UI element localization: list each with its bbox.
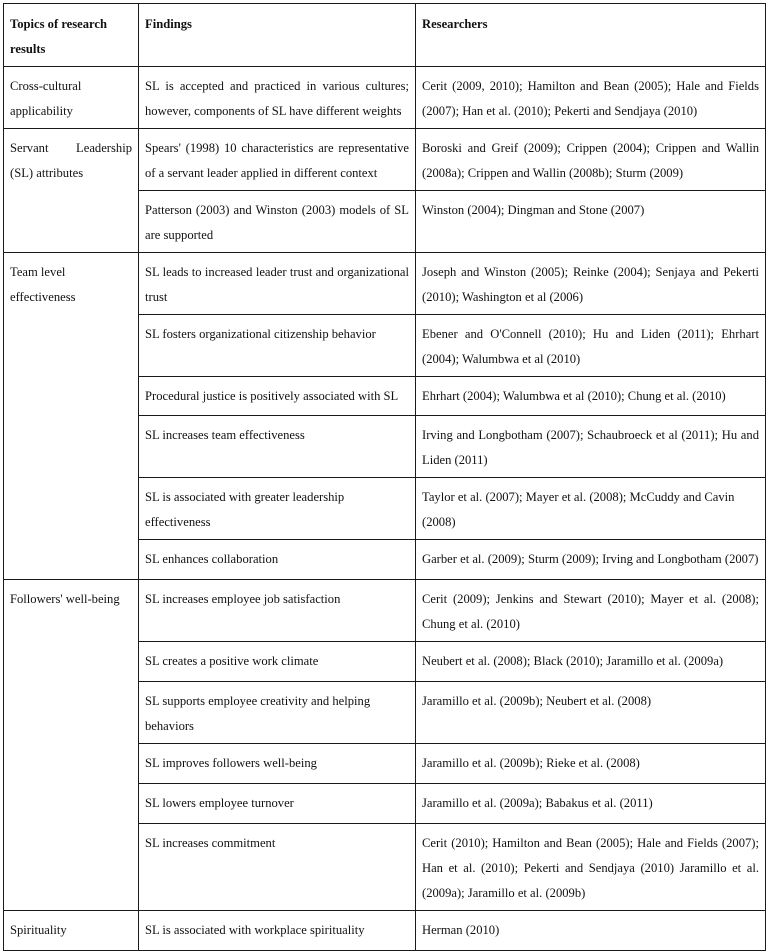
finding-cell: Patterson (2003) and Winston (2003) models of SL are supported: [139, 191, 416, 253]
researchers-cell: Ebener and O'Connell (2010); Hu and Liden (2011); Ehrhart (2004); Walumbwa et al (2010): [416, 315, 766, 377]
researchers-cell: Garber et al. (2009); Sturm (2009); Irving and Longbotham (2007): [416, 540, 766, 580]
researchers-cell: Cerit (2009); Jenkins and Stewart (2010); Mayer et al. (2008); Chung et al. (2010): [416, 580, 766, 642]
researchers-cell: Joseph and Winston (2005); Reinke (2004); Senjaya and Pekerti (2010); Washington et al (2006): [416, 253, 766, 315]
finding-cell: SL increases team effectiveness: [139, 416, 416, 478]
header-topics: Topics of research results: [4, 4, 139, 67]
finding-cell: Spears' (1998) 10 characteristics are representative of a servant leader applied in different context: [139, 129, 416, 191]
table-row: [4, 253, 766, 315]
researchers-cell: Cerit (2010); Hamilton and Bean (2005); Hale and Fields (2007); Han et al. (2010); Pekerti and Sendjaya (2010) Jaramillo et al. (2009a); Jaramillo et al. (2009b): [416, 824, 766, 911]
finding-cell: SL leads to increased leader trust and organizational trust: [139, 253, 416, 315]
finding-cell: Procedural justice is positively associated with SL: [139, 377, 416, 416]
finding-cell: SL creates a positive work climate: [139, 642, 416, 682]
research-results-table: [3, 3, 766, 951]
table-row: [4, 129, 766, 191]
topic-cell: Cross-cultural applicability: [4, 67, 139, 129]
finding-cell: SL enhances collaboration: [139, 540, 416, 580]
table-row: [4, 67, 766, 129]
table-row: [4, 911, 766, 951]
researchers-cell: Ehrhart (2004); Walumbwa et al (2010); Chung et al. (2010): [416, 377, 766, 416]
finding-cell: SL increases employee job satisfaction: [139, 580, 416, 642]
finding-cell: SL supports employee creativity and helping behaviors: [139, 682, 416, 744]
header-researchers: Researchers: [416, 4, 766, 67]
finding-cell: SL improves followers well-being: [139, 744, 416, 784]
researchers-cell: Herman (2010): [416, 911, 766, 951]
topic-cell: Followers' well-being: [4, 580, 139, 911]
researchers-cell: Winston (2004); Dingman and Stone (2007): [416, 191, 766, 253]
topic-cell: Servant Leadership (SL) attributes: [4, 129, 139, 253]
header-row: [4, 4, 766, 67]
researchers-cell: Jaramillo et al. (2009b); Rieke et al. (2008): [416, 744, 766, 784]
finding-cell: SL fosters organizational citizenship behavior: [139, 315, 416, 377]
header-findings: Findings: [139, 4, 416, 67]
researchers-cell: Taylor et al. (2007); Mayer et al. (2008); McCuddy and Cavin (2008): [416, 478, 766, 540]
topic-cell: Team level effectiveness: [4, 253, 139, 580]
finding-cell: SL is associated with workplace spirituality: [139, 911, 416, 951]
researchers-cell: Neubert et al. (2008); Black (2010); Jaramillo et al. (2009a): [416, 642, 766, 682]
document-page: [3, 3, 766, 951]
finding-cell: SL increases commitment: [139, 824, 416, 911]
finding-cell: SL is associated with greater leadership effectiveness: [139, 478, 416, 540]
finding-cell: SL is accepted and practiced in various cultures; however, components of SL have different weights: [139, 67, 416, 129]
researchers-cell: Jaramillo et al. (2009a); Babakus et al. (2011): [416, 784, 766, 824]
table-row: [4, 580, 766, 642]
topic-cell: Spirituality: [4, 911, 139, 951]
researchers-cell: Boroski and Greif (2009); Crippen (2004); Crippen and Wallin (2008a); Crippen and Wallin (2008b); Sturm (2009): [416, 129, 766, 191]
researchers-cell: Irving and Longbotham (2007); Schaubroeck et al (2011); Hu and Liden (2011): [416, 416, 766, 478]
finding-cell: SL lowers employee turnover: [139, 784, 416, 824]
researchers-cell: Cerit (2009, 2010); Hamilton and Bean (2005); Hale and Fields (2007); Han et al. (2010); Pekerti and Sendjaya (2010): [416, 67, 766, 129]
researchers-cell: Jaramillo et al. (2009b); Neubert et al. (2008): [416, 682, 766, 744]
